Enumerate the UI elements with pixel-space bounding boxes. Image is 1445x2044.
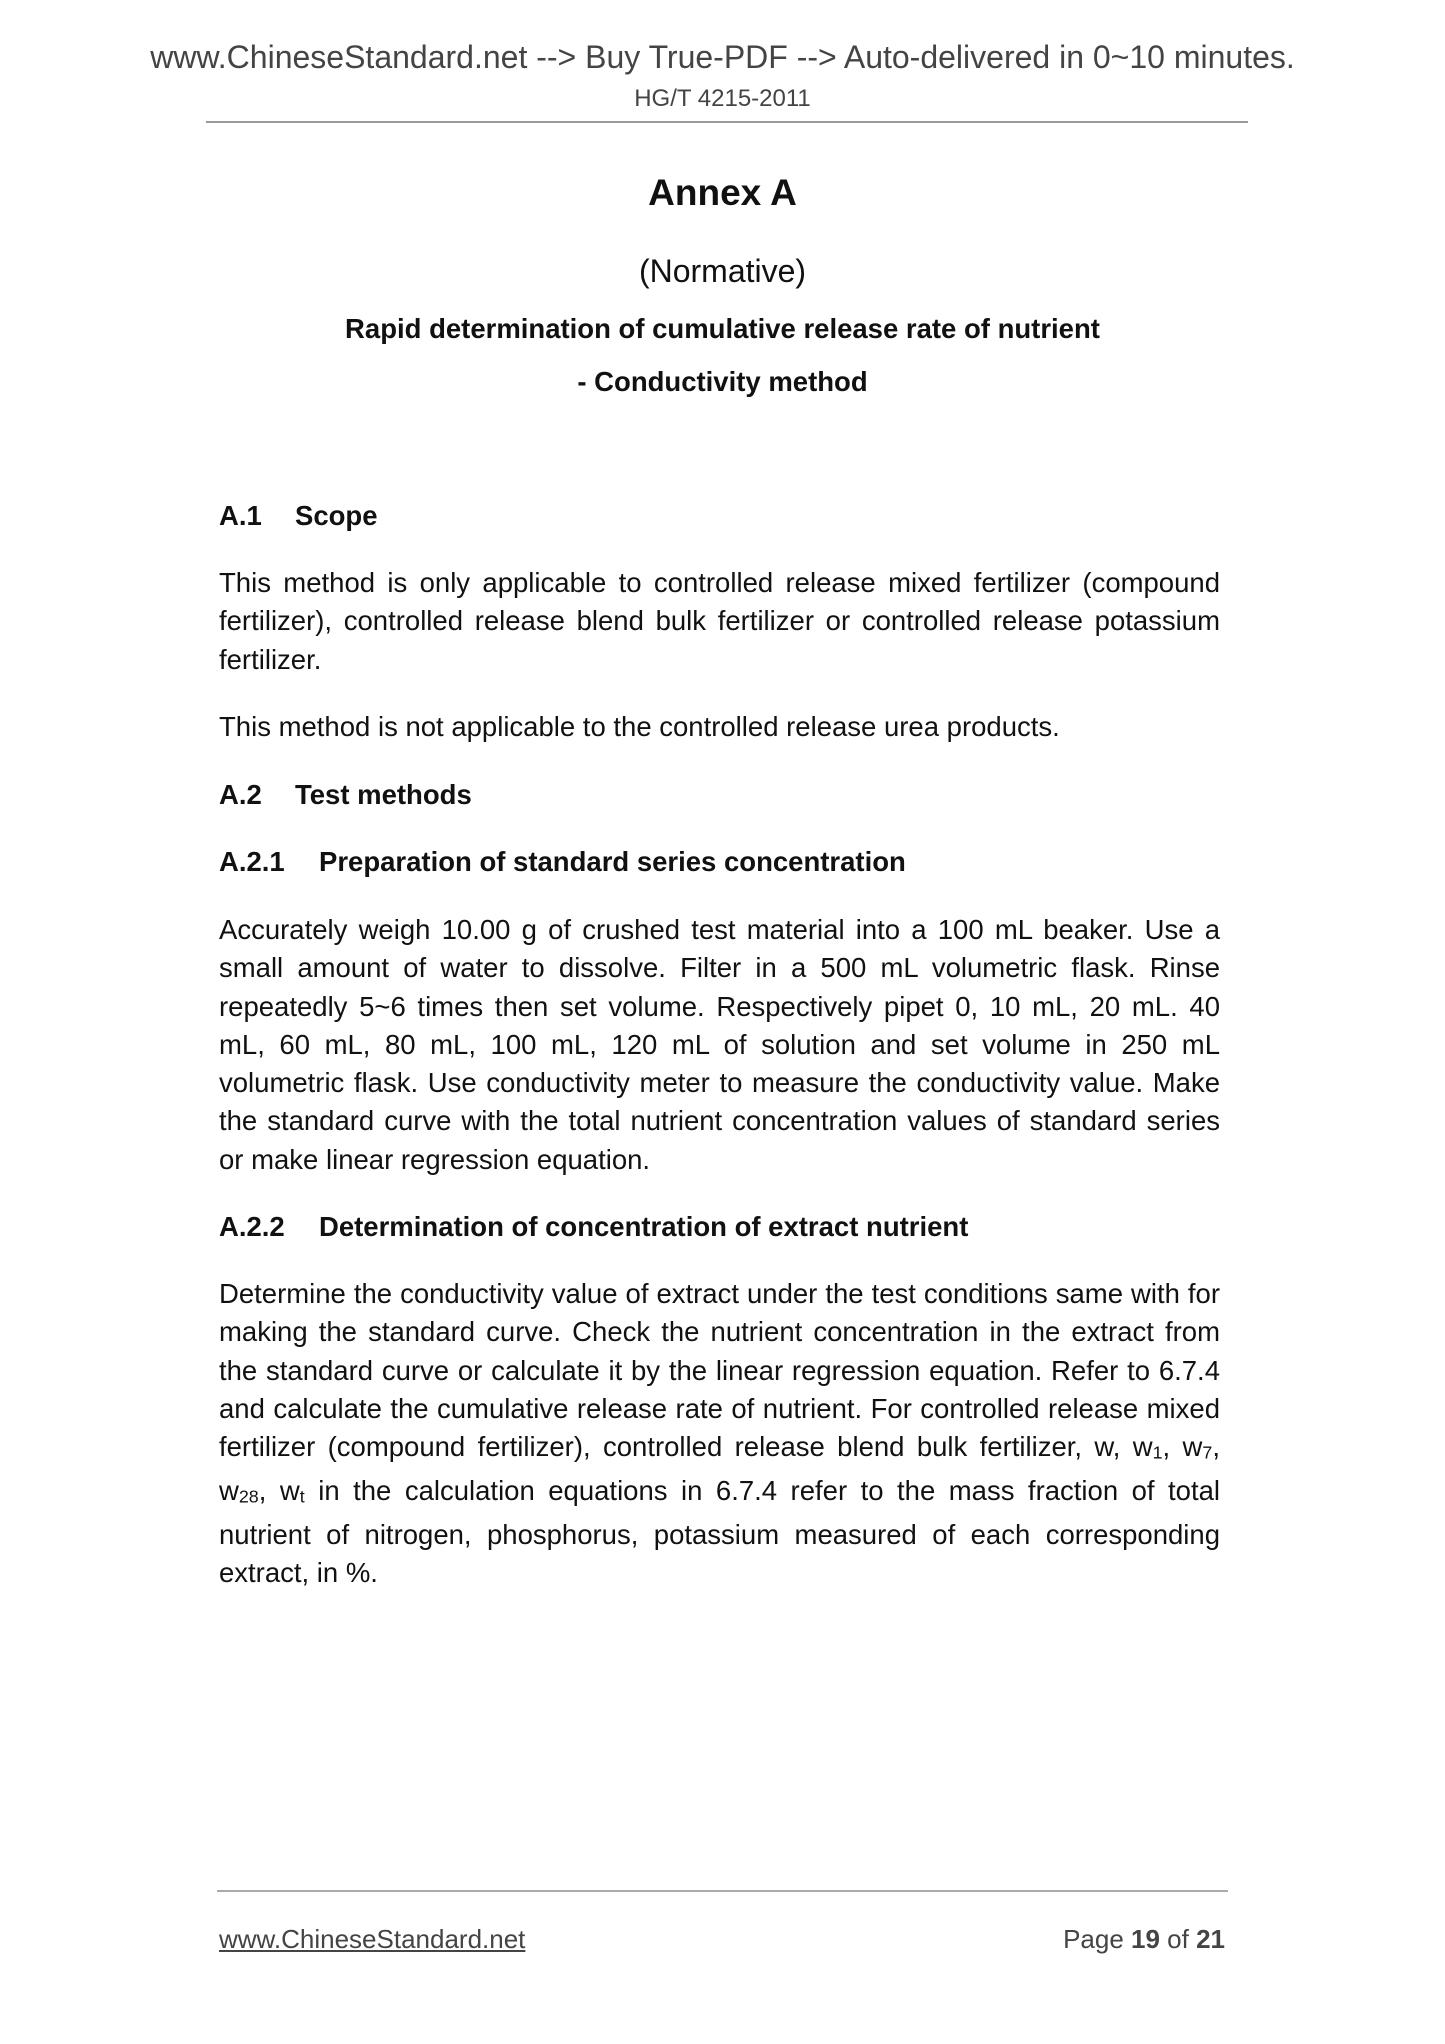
heading-a22 xyxy=(219,1211,968,1243)
annex-subtitle-1: Rapid determination of cumulative release rate of nutrient xyxy=(345,313,1100,344)
heading-a1 xyxy=(219,500,378,532)
text: , w xyxy=(1162,1431,1203,1463)
standard-number: HG/T 4215-2011 xyxy=(634,85,811,112)
section-number: A.1 xyxy=(219,500,262,531)
header-divider xyxy=(206,121,1248,123)
page-number xyxy=(1063,1924,1225,1955)
section-number: A.2.1 xyxy=(219,846,285,877)
footer-divider xyxy=(217,1890,1228,1892)
subscript: 28 xyxy=(238,1486,259,1507)
subscript: 1 xyxy=(1152,1442,1163,1463)
section-title: Test methods xyxy=(295,779,472,810)
paragraph: Accurately weigh 10.00 g of crushed test material into a 100 mL beaker. Use a small amount of water to dissolve. Filter in a 500 mL volumetric flask. Rinse repeatedly 5~6 times then set volume. Respectively pipet 0, 10 mL, 20 mL. 40 mL, 60 mL, 80 mL, 100 mL, 120 mL of solution and set volume in 250 mL volumetric flask. Use conductivity meter to measure the conductivity value. Make the standard curve with the total nutrient concentration values of standard series or make linear regression equation. xyxy=(219,914,1220,1175)
page-label: Page xyxy=(1063,1924,1132,1954)
current-page: 19 xyxy=(1131,1924,1160,1954)
section-title: Determination of concentration of extract nutrient xyxy=(319,1211,969,1242)
header-banner: www.ChineseStandard.net --> Buy True-PDF --> Auto-delivered in 0~10 minutes. xyxy=(150,39,1295,75)
section-number: A.2.2 xyxy=(219,1211,285,1242)
text: Determine the conductivity value of extract under the test conditions same with for making the standard curve. Check the nutrient concentration in the extract from the standard curve or calculate it by the linear regression equation. Refer to 6.7.4 and calculate the cumulative release rate of nutrient. For controlled release mixed fertilizer (compound fertilizer), controlled release blend bulk fertilizer, w, w xyxy=(219,1278,1220,1463)
heading-a21 xyxy=(219,846,906,878)
annex-type: (Normative) xyxy=(638,253,807,289)
subscript: t xyxy=(299,1486,305,1507)
section-title: Preparation of standard series concentration xyxy=(319,846,906,877)
section-title: Scope xyxy=(295,500,378,531)
text: , w xyxy=(258,1475,300,1507)
text: in the calculation equations in 6.7.4 refer to the mass fraction of total nutrient of nitrogen, phosphorus, potassium measured of each corresponding extract, in %. xyxy=(219,1475,1221,1589)
of-label: of xyxy=(1159,1924,1197,1954)
heading-a2 xyxy=(219,779,472,811)
paragraph: This method is only applicable to controlled release mixed fertilizer (compound fertilizer), controlled release blend bulk fertilizer or controlled release potassium fertilizer. xyxy=(219,567,1220,675)
footer-site-link[interactable]: www.ChineseStandard.net xyxy=(219,1924,526,1954)
text: , w xyxy=(219,1431,1220,1507)
total-pages: 21 xyxy=(1196,1924,1225,1954)
section-number: A.2 xyxy=(219,779,262,810)
paragraph xyxy=(219,1275,1220,1593)
paragraph: This method is not applicable to the controlled release urea products. xyxy=(219,711,1060,742)
annex-subtitle-2: - Conductivity method xyxy=(577,366,868,397)
annex-title: Annex A xyxy=(648,172,797,213)
subscript: 7 xyxy=(1202,1442,1213,1463)
